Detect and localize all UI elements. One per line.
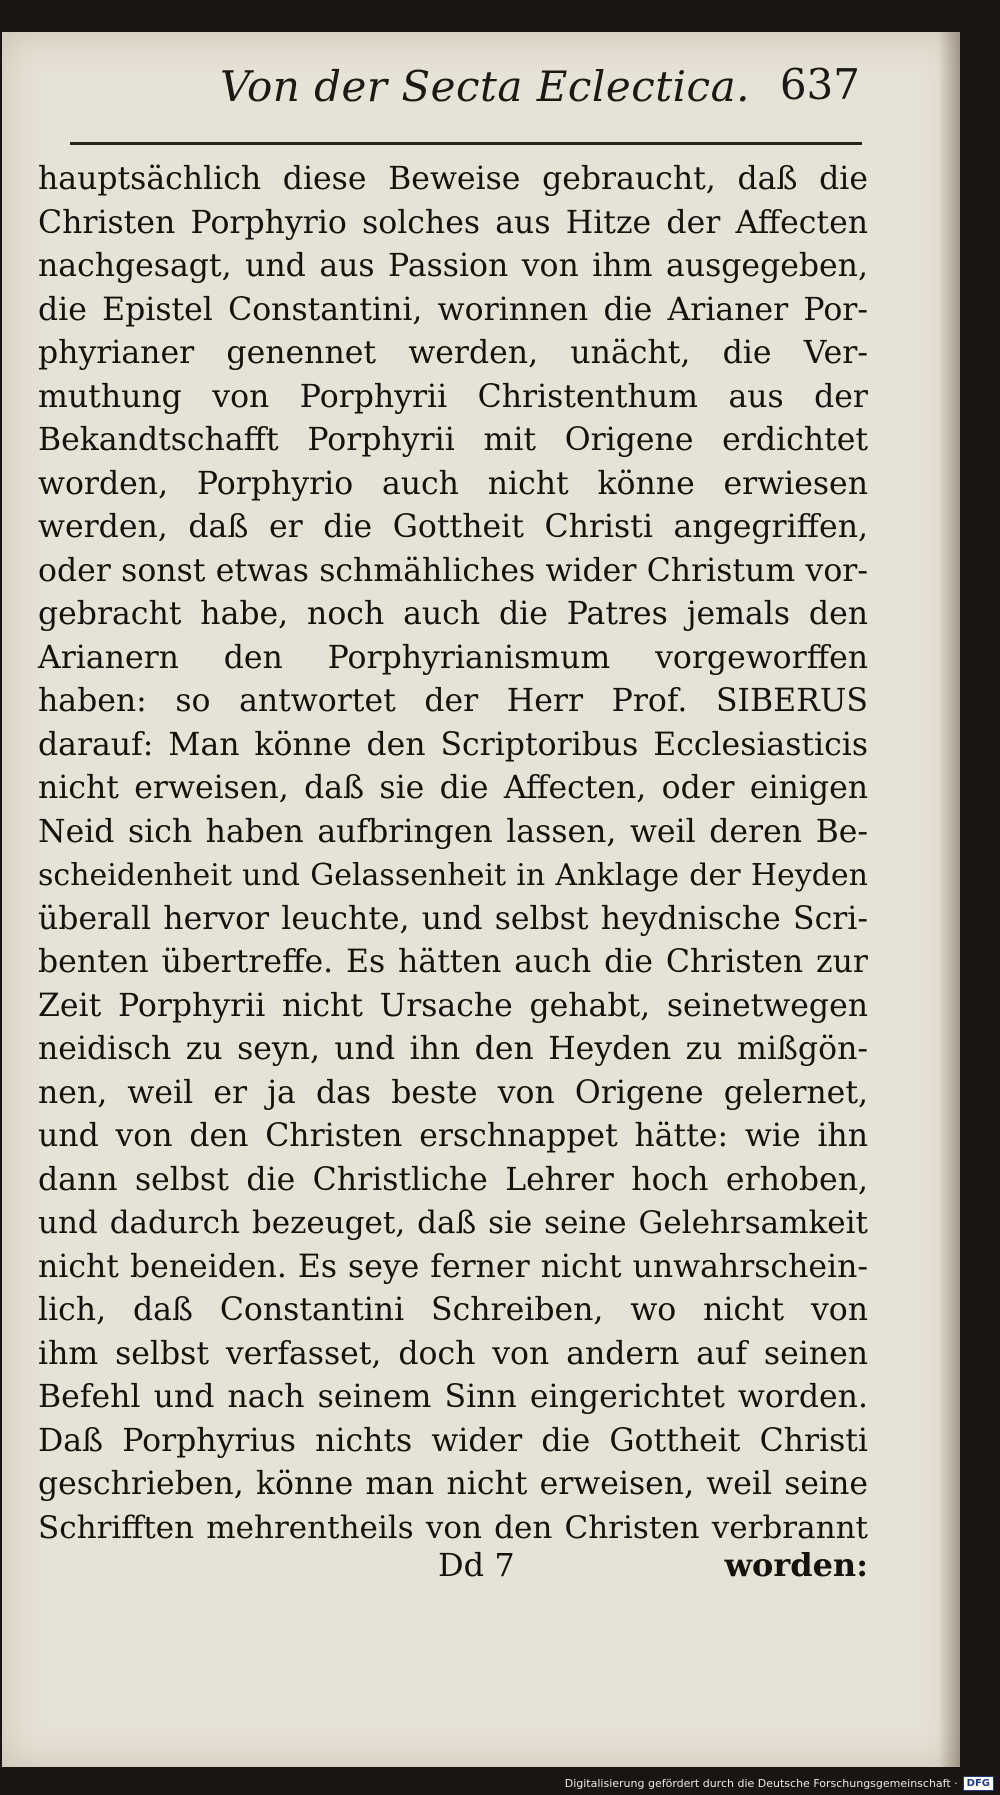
text-line: Christen Porphyrio solches aus Hitze der Affecten <box>38 204 868 241</box>
text-line: nen, weil er ja das beste von Origene gelernet, <box>38 1074 868 1111</box>
text-line: und von den Christen erschnappet hätte: wie ihn <box>38 1118 868 1154</box>
running-header <box>70 52 870 122</box>
text-line: neidisch zu seyn, und ihn den Heyden zu mißgön- <box>38 1031 868 1067</box>
text-line: ihm selbst verfasset, doch von andern auf seinen <box>38 1335 868 1372</box>
body-text <box>38 158 868 1550</box>
text-line: scheidenheit und Gelassenheit in Anklage der Heyden <box>38 858 868 893</box>
text-line: worden, Porphyrio auch nicht könne erwiesen <box>38 465 868 502</box>
text-line: Zeit Porphyrii nicht Ursache gehabt, seinetwegen <box>38 987 868 1024</box>
running-title: Von der Secta Eclectica. <box>220 62 750 111</box>
text-line: werden, daß er die Gottheit Christi angegriffen, <box>38 509 868 545</box>
text-line: Neid sich haben aufbringen lassen, weil deren Be- <box>38 813 868 850</box>
text-line: Schrifften mehrentheils von den Christen verbrannt <box>38 1509 868 1546</box>
text-line: gebracht habe, noch auch die Patres jemals den <box>38 596 868 632</box>
text-line: nicht beneiden. Es seye ferner nicht unwahrschein- <box>38 1248 868 1285</box>
text-line: überall hervor leuchte, und selbst heydnische Scri- <box>38 900 868 937</box>
text-line: oder sonst etwas schmähliches wider Christum vor- <box>38 552 868 589</box>
text-line: hauptsächlich diese Beweise gebraucht, daß die <box>38 161 868 197</box>
dfg-logo: DFG <box>963 1776 994 1791</box>
digitization-credit <box>565 1776 994 1791</box>
text-line: darauf: Man könne den Scriptoribus Ecclesiasticis <box>38 726 868 763</box>
text-line: dann selbst die Christliche Lehrer hoch erhoben, <box>38 1161 868 1198</box>
text-line: benten übertreffe. Es hätten auch die Christen zur <box>38 944 868 980</box>
header-rule <box>70 142 862 145</box>
text-line: lich, daß Constantini Schreiben, wo nicht von <box>38 1292 868 1328</box>
text-line: haben: so antwortet der Herr Prof. SIBERUS <box>38 683 868 719</box>
page-footer <box>38 1546 868 1594</box>
text-line: nicht erweisen, daß sie die Affecten, oder einigen <box>38 770 868 806</box>
text-line: die Epistel Constantini, worinnen die Arianer Por- <box>38 291 868 328</box>
text-line: Arianern den Porphyrianismum vorgeworffen <box>38 639 868 676</box>
text-line: Bekandtschafft Porphyrii mit Origene erdichtet <box>38 422 868 458</box>
text-line: nachgesagt, und aus Passion von ihm ausgegeben, <box>38 248 868 284</box>
signature-mark: Dd 7 <box>438 1546 515 1584</box>
credit-text: Digitalisierung gefördert durch die Deutsche Forschungsgemeinschaft · <box>564 1777 958 1790</box>
text-line: und dadurch bezeuget, daß sie seine Gelehrsamkeit <box>38 1205 868 1241</box>
text-line: muthung von Porphyrii Christenthum aus der <box>38 378 868 415</box>
page-number: 637 <box>779 60 860 109</box>
catchword: worden: <box>724 1546 868 1584</box>
text-line: Daß Porphyrius nichts wider die Gottheit Christi <box>38 1422 868 1459</box>
page-edge-shadow <box>938 32 960 1767</box>
text-line: phyrianer genennet werden, unächt, die Ver- <box>38 335 868 371</box>
text-line: Befehl und nach seinem Sinn eingerichtet worden. <box>38 1379 868 1415</box>
text-line: geschrieben, könne man nicht erweisen, weil seine <box>38 1466 868 1502</box>
